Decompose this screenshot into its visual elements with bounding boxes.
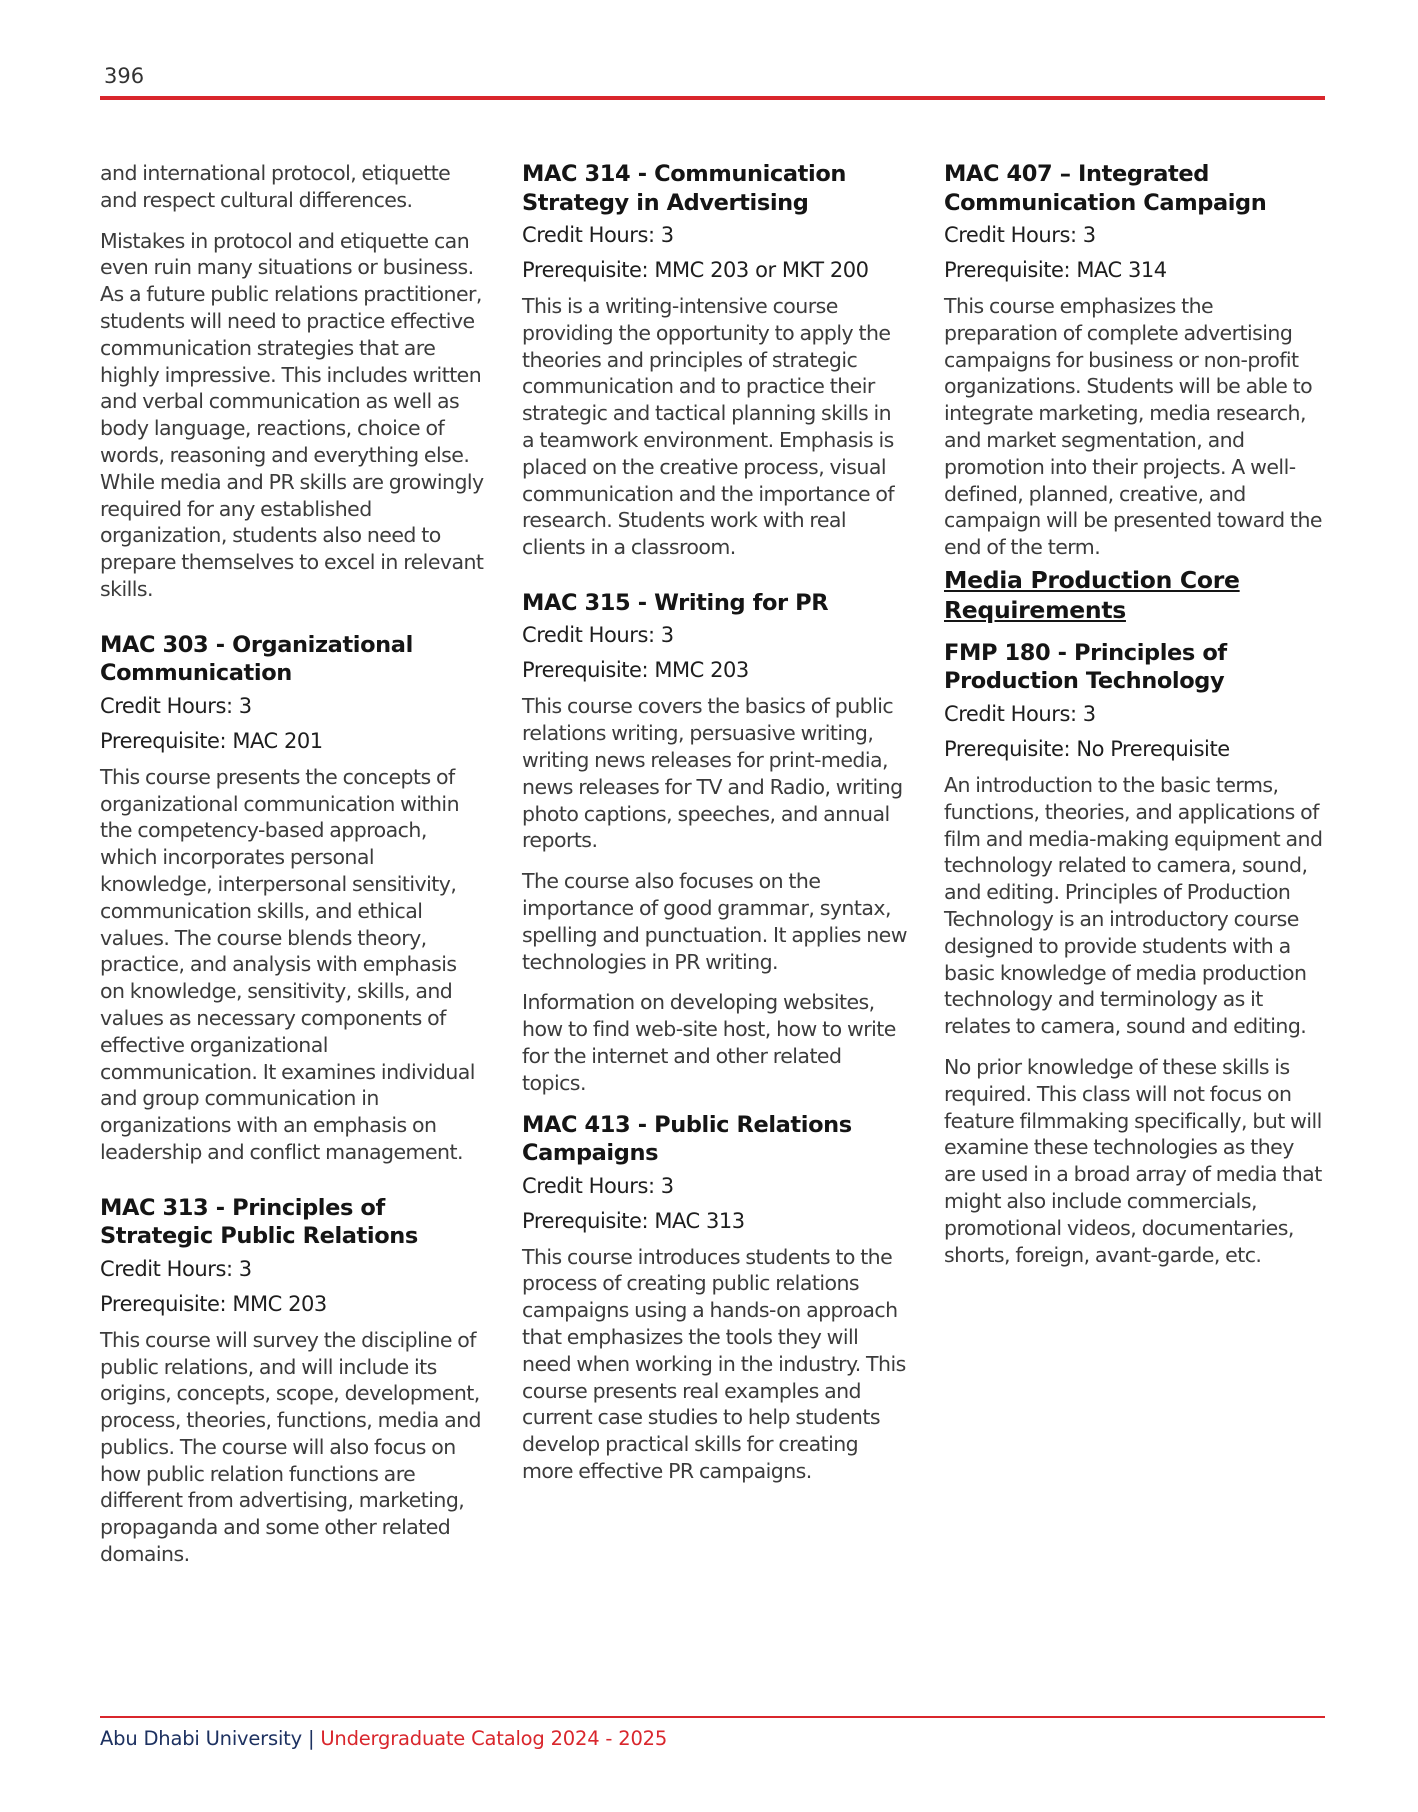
footer-separator: | bbox=[307, 1727, 315, 1750]
course-mac-303 bbox=[100, 631, 485, 1166]
course-description: This course will survey the discipline of public relations, and will include its origins, concepts, scope, development, process, theories, functions, media and publics. The course will also focus on how public relation functions are different from advertising, marketing, propaganda and some other related domains. bbox=[100, 1327, 481, 1567]
course-title: MAC 413 - Public Relations Campaigns bbox=[522, 1111, 852, 1167]
course-description: This course presents the concepts of organizational communication within the competency-based approach, which incorporates personal knowledge, interpersonal sensitivity, communication skills, and ethical values. The course blends theory, practice, and analysis with emphasis on knowledge, sensitivity, skills, and values as necessary components of effective organizational communication. It examines individual and group communication in organizations with an emphasis on leadership and conflict management. bbox=[100, 764, 475, 1164]
course-mac-413 bbox=[522, 1111, 907, 1485]
prerequisite: Prerequisite: MMC 203 bbox=[522, 658, 749, 683]
course-title: MAC 303 - Organizational Communication bbox=[100, 631, 413, 687]
course-description: This course covers the basics of public relations writing, persuasive writing, writing news releases for print-media, news releases for TV and Radio, writing photo captions, speeches, and annual reports. bbox=[522, 694, 903, 853]
course-title: MAC 407 – Integrated Communication Campaign bbox=[944, 161, 1267, 216]
course-title: MAC 314 - Communication Strategy in Advertising bbox=[522, 161, 846, 216]
course-title: MAC 313 - Principles of Strategic Public Relations bbox=[100, 1194, 418, 1250]
prerequisite: Prerequisite: MAC 314 bbox=[944, 258, 1167, 282]
credit-hours: Credit Hours: 3 bbox=[944, 223, 1096, 247]
paragraph-protocol-continued: and international protocol, etiquette and respect cultural differences. bbox=[100, 161, 451, 212]
credit-hours: Credit Hours: 3 bbox=[100, 693, 252, 718]
course-title: MAC 315 - Writing for PR bbox=[522, 589, 829, 616]
course-description: This is a writing-intensive course providing the opportunity to apply the theories and principles of strategic communication and to practice their strategic and tactical planning skills in a teamwork environment. Emphasis is placed on the creative process, visual communication and the importance of research. Students work with real clients in a classroom. bbox=[522, 294, 895, 560]
course-mac-315 bbox=[522, 589, 907, 1097]
credit-hours: Credit Hours: 3 bbox=[522, 223, 674, 247]
course-description: This course emphasizes the preparation of complete advertising campaigns for business or non-profit organizations. Students will be able to integrate marketing, media research, and market segmentation, and promotion into their projects. A well-defined, planned, creative, and campaign will be presented toward the end of the term. bbox=[944, 294, 1322, 560]
footer-divider bbox=[100, 1716, 1325, 1718]
column-right bbox=[944, 160, 1329, 1282]
credit-hours: Credit Hours: 3 bbox=[522, 623, 674, 648]
course-description: No prior knowledge of these skills is required. This class will not focus on feature filmmaking specifically, but will examine these technologies as they are used in a broad array of media that might also include commercials, promotional videos, documentaries, shorts, foreign, avant-garde, etc. bbox=[944, 1054, 1322, 1267]
page-number: 396 bbox=[104, 64, 145, 88]
prerequisite: Prerequisite: MAC 313 bbox=[522, 1208, 745, 1233]
prerequisite: Prerequisite: No Prerequisite bbox=[944, 736, 1230, 761]
credit-hours: Credit Hours: 3 bbox=[944, 701, 1096, 726]
course-mac-407 bbox=[944, 160, 1329, 561]
credit-hours: Credit Hours: 3 bbox=[100, 1256, 252, 1281]
course-title: FMP 180 - Principles of Production Technology bbox=[944, 639, 1227, 695]
footer bbox=[100, 1727, 667, 1751]
course-fmp-180 bbox=[944, 639, 1329, 1268]
course-description: The course also focuses on the importance of good grammar, syntax, spelling and punctuation. It applies new technologies in PR writing. bbox=[522, 869, 907, 974]
section-heading: Media Production Core Requirements bbox=[944, 565, 1240, 624]
credit-hours: Credit Hours: 3 bbox=[522, 1173, 674, 1198]
prerequisite: Prerequisite: MMC 203 bbox=[100, 1291, 327, 1316]
column-middle bbox=[522, 160, 907, 1499]
footer-university: Abu Dhabi University bbox=[100, 1727, 302, 1750]
course-mac-314 bbox=[522, 160, 907, 561]
footer-catalog-title: Undergraduate Catalog 2024 - 2025 bbox=[320, 1727, 668, 1750]
course-mac-313 bbox=[100, 1194, 485, 1568]
course-description: An introduction to the basic terms, functions, theories, and applications of film and media-making equipment and technology related to camera, sound, and editing. Principles of Production Technology is an introductory course designed to provide students with a basic knowledge of media production technology and terminology as it relates to camera, sound and editing. bbox=[944, 772, 1323, 1039]
paragraph-protocol-mistakes: Mistakes in protocol and etiquette can even ruin many situations or business. As a future public relations practitioner, students will need to practice effective communication strategies that are highly impressive. This includes written and verbal communication as well as body language, reactions, choice of words, reasoning and everything else. While media and PR skills are growingly required for any established organization, students also need to prepare themselves to excel in relevant skills. bbox=[100, 228, 484, 601]
prerequisite: Prerequisite: MMC 203 or MKT 200 bbox=[522, 258, 869, 282]
header-divider bbox=[100, 96, 1325, 100]
prerequisite: Prerequisite: MAC 201 bbox=[100, 728, 323, 753]
course-description: This course introduces students to the process of creating public relations campaigns using a hands-on approach that emphasizes the tools they will need when working in the industry. This course presents real examples and current case studies to help students develop practical skills for creating more effective PR campaigns. bbox=[522, 1244, 906, 1483]
column-left bbox=[100, 160, 485, 1582]
course-description: Information on developing websites, how to find web-site host, how to write for the internet and other related topics. bbox=[522, 990, 896, 1095]
